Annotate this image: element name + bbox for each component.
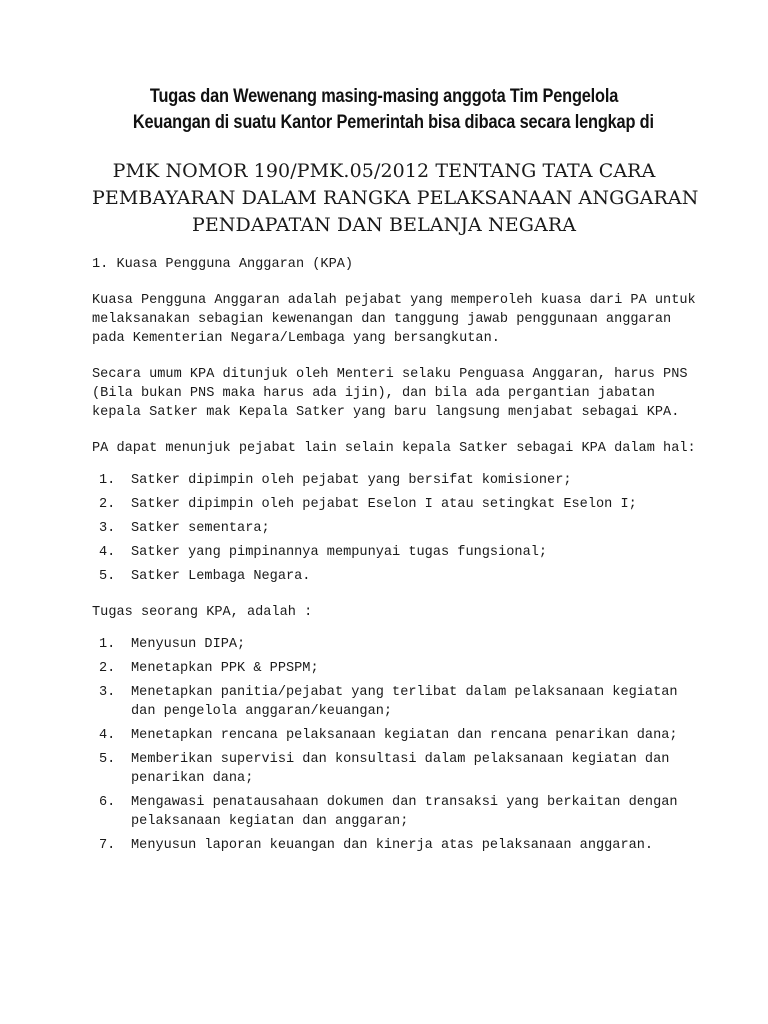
list-item xyxy=(99,567,676,586)
list-item xyxy=(99,836,676,855)
list-item xyxy=(99,793,676,831)
list-item-number: 4. xyxy=(99,545,116,560)
section-heading: 1. Kuasa Pengguna Anggaran (KPA) xyxy=(92,257,354,272)
paragraph-line: (Bila bukan PNS maka harus ada ijin), dan bila ada pergantian jabatan xyxy=(92,386,655,401)
list-item-line: pelaksanaan kegiatan dan anggaran; xyxy=(131,814,409,829)
subtitle-line: PENDAPATAN DAN BELANJA NEGARA xyxy=(191,214,577,236)
list-item xyxy=(99,750,676,788)
list-item-number: 4. xyxy=(99,728,116,743)
list-item-number: 3. xyxy=(99,521,116,536)
list-item-line: Satker yang pimpinannya mempunyai tugas fungsional; xyxy=(131,545,548,560)
subtitle-line: PEMBAYARAN DALAM RANGKA PELAKSANAAN ANGGARAN xyxy=(92,187,699,209)
list-item-number: 5. xyxy=(99,569,116,584)
kpa-appointment-paragraph xyxy=(92,365,688,422)
list-item-line: Menetapkan panitia/pejabat yang terlibat dalam pelaksanaan kegiatan xyxy=(131,685,678,700)
list-item-line: Menetapkan PPK & PPSPM; xyxy=(131,661,319,676)
paragraph-line: Tugas seorang KPA, adalah : xyxy=(92,605,313,620)
list-item-line: Satker sementara; xyxy=(131,521,270,536)
paragraph-line: melaksanakan sebagian kewenangan dan tanggung jawab penggunaan anggaran xyxy=(92,312,672,327)
list-item-text xyxy=(131,519,270,538)
list-item-text xyxy=(131,635,245,654)
list-item-text xyxy=(131,836,653,855)
list-item-number: 1. xyxy=(99,473,116,488)
title-line: Keuangan di suatu Kantor Pemerintah bisa dibaca secara lengkap di xyxy=(132,112,654,133)
list-item-line: Menetapkan rencana pelaksanaan kegiatan dan rencana penarikan dana; xyxy=(131,728,678,743)
list-item-line: Menyusun laporan keuangan dan kinerja atas pelaksanaan anggaran. xyxy=(131,838,654,853)
list-item xyxy=(99,683,676,721)
list-item-line: Menyusun DIPA; xyxy=(131,637,246,652)
paragraph-line: PA dapat menunjuk pejabat lain selain kepala Satker sebagai KPA dalam hal: xyxy=(92,441,696,456)
list-item-number: 6. xyxy=(99,795,116,810)
list-item-line: Mengawasi penatausahaan dokumen dan transaksi yang berkaitan dengan xyxy=(131,795,678,810)
list-item-text xyxy=(131,659,319,678)
kpa-duties-intro xyxy=(92,603,676,622)
kpa-definition-paragraph xyxy=(92,291,696,348)
list-item-line: Satker dipimpin oleh pejabat yang bersifat komisioner; xyxy=(131,473,572,488)
list-item-text xyxy=(131,683,678,721)
list-item-text xyxy=(131,495,637,514)
list-item xyxy=(99,519,676,538)
list-item xyxy=(99,495,676,514)
list-item-line: Memberikan supervisi dan konsultasi dalam pelaksanaan kegiatan dan xyxy=(131,752,670,767)
paragraph-line: Secara umum KPA ditunjuk oleh Menteri selaku Penguasa Anggaran, harus PNS xyxy=(92,367,688,382)
list-item-text xyxy=(131,543,547,562)
list-item-number: 5. xyxy=(99,752,116,767)
paragraph-line: pada Kementerian Negara/Lembaga yang bersangkutan. xyxy=(92,331,500,346)
regulation-subtitle xyxy=(92,158,699,239)
list-item-text xyxy=(131,750,669,788)
list-item-number: 2. xyxy=(99,661,116,676)
list-item-line: Satker Lembaga Negara. xyxy=(131,569,311,584)
document-title xyxy=(132,84,654,136)
list-item xyxy=(99,659,676,678)
list-item-text xyxy=(131,793,678,831)
list-item xyxy=(99,726,676,745)
list-item-number: 1. xyxy=(99,637,116,652)
list-item-line: penarikan dana; xyxy=(131,771,254,786)
paragraph-line: Kuasa Pengguna Anggaran adalah pejabat yang memperoleh kuasa dari PA untuk xyxy=(92,293,696,308)
exception-conditions-list xyxy=(92,471,676,586)
list-item-number: 3. xyxy=(99,685,116,700)
list-item xyxy=(99,471,676,490)
kpa-duties-list xyxy=(92,635,676,855)
kpa-exception-intro xyxy=(92,439,696,458)
list-item-line: Satker dipimpin oleh pejabat Eselon I atau setingkat Eselon I; xyxy=(131,497,637,512)
title-line: Tugas dan Wewenang masing-masing anggota Tim Pengelola xyxy=(149,86,619,107)
paragraph-line: kepala Satker mak Kepala Satker yang baru langsung menjabat sebagai KPA. xyxy=(92,405,680,420)
list-item-line: dan pengelola anggaran/keuangan; xyxy=(131,704,393,719)
list-item-number: 7. xyxy=(99,838,116,853)
list-item xyxy=(99,635,676,654)
list-item-text xyxy=(131,726,678,745)
list-item-text xyxy=(131,471,572,490)
list-item-number: 2. xyxy=(99,497,116,512)
list-item-text xyxy=(131,567,310,586)
list-item xyxy=(99,543,676,562)
subtitle-line: PMK NOMOR 190/PMK.05/2012 TENTANG TATA CARA xyxy=(112,160,656,182)
